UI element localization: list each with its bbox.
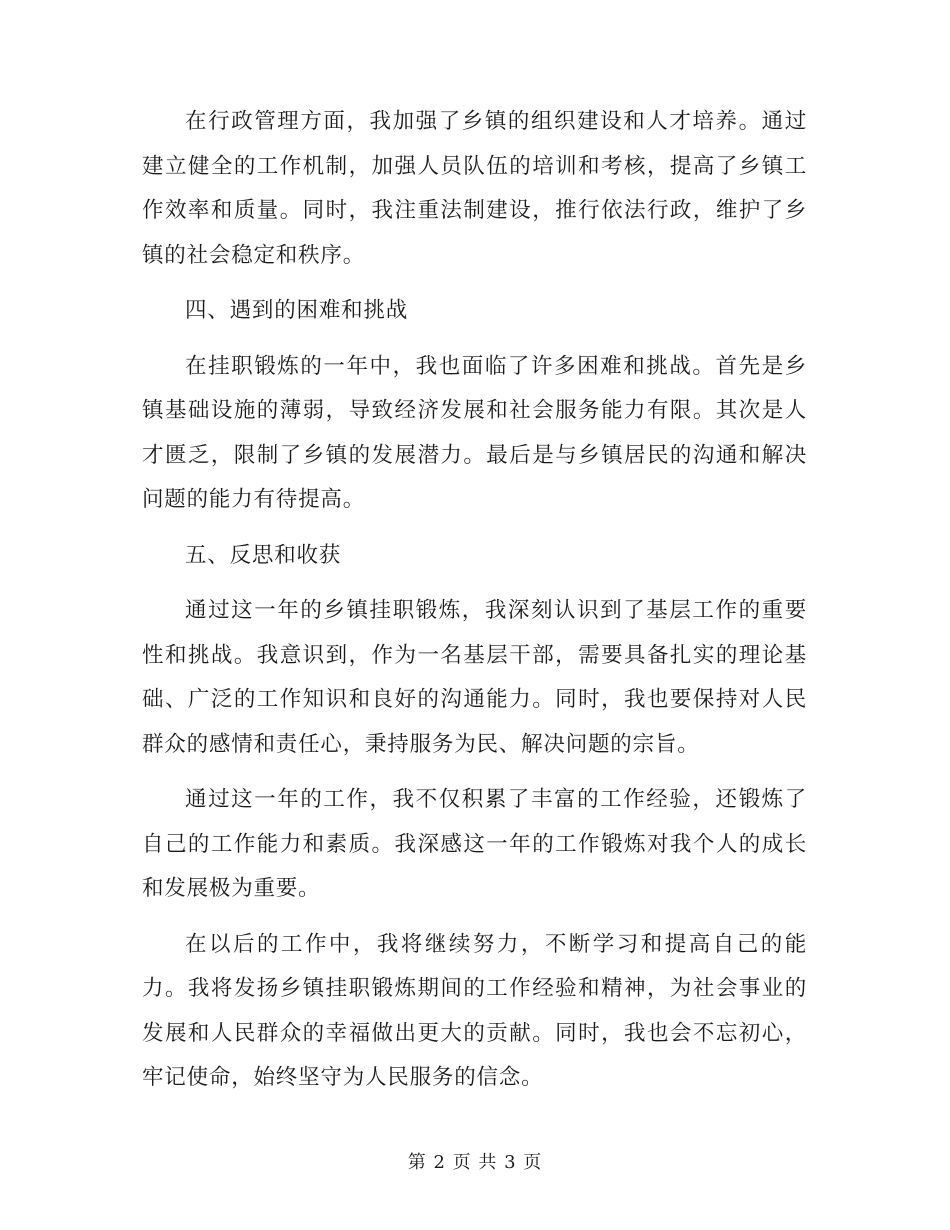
page-label-prefix: 第 [407, 1152, 427, 1173]
section-heading-reflection: 五、反思和收获 [185, 542, 342, 568]
page-footer [0, 1148, 950, 1174]
total-pages-number: 3 [504, 1152, 517, 1173]
page-label-mid: 页 共 [452, 1152, 498, 1173]
page-label-suffix: 页 [523, 1152, 543, 1173]
paragraph-experience: 通过这一年的工作，我不仅积累了丰富的工作经验，还锻炼了自己的工作能力和素质。我深感这一年的工作锻炼对我个人的成长和发展极为重要。 [142, 787, 807, 901]
section-heading-difficulties: 四、遇到的困难和挑战 [185, 298, 409, 323]
paragraph-future-work: 在以后的工作中，我将继续努力，不断学习和提高自己的能力。我将发扬乡镇挂职锻炼期间的工作经验和精神，为社会事业的发展和人民群众的幸福做出更大的贡献。同时，我也会不忘初心，牢记使命，始终坚守为人民服务的信念。 [142, 931, 807, 1090]
paragraph-admin-management: 在行政管理方面，我加强了乡镇的组织建设和人才培养。通过建立健全的工作机制，加强人员队伍的培训和考核，提高了乡镇工作效率和质量。同时，我注重法制建设，推行依法行政，维护了乡镇的社会稳定和秩序。 [142, 109, 807, 268]
document-body [142, 100, 807, 1112]
paragraph-reflection: 通过这一年的乡镇挂职锻炼，我深刻认识到了基层工作的重要性和挑战。我意识到，作为一名基层干部，需要具备扎实的理论基础、广泛的工作知识和良好的沟通能力。同时，我也要保持对人民群众的感情和责任心，秉持服务为民、解决问题的宗旨。 [142, 598, 807, 757]
paragraph-difficulties: 在挂职锻炼的一年中，我也面临了许多困难和挑战。首先是乡镇基础设施的薄弱，导致经济发展和社会服务能力有限。其次是人才匮乏，限制了乡镇的发展潜力。最后是与乡镇居民的沟通和解决问题的能力有待提高。 [142, 353, 807, 512]
current-page-number: 2 [433, 1152, 446, 1173]
